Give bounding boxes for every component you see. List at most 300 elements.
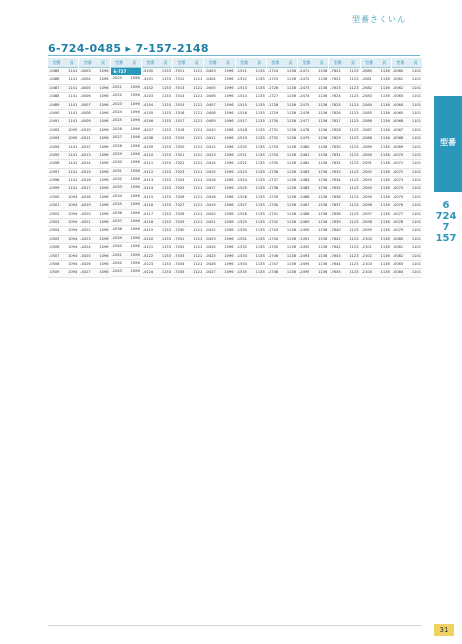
page-ref: 1121 <box>193 169 203 174</box>
table-row <box>267 102 297 110</box>
table-row <box>79 118 109 126</box>
page-ref: 1136 <box>380 169 390 174</box>
table-row <box>392 76 422 84</box>
model-number: -1523 <box>236 169 247 174</box>
table-column <box>236 58 266 618</box>
model-number: -7632 <box>330 161 341 166</box>
page-ref: 1096 <box>99 152 109 157</box>
model-number: -2093 <box>361 178 372 183</box>
page-ref: 1096 <box>130 151 140 156</box>
model-number: -2471 <box>299 69 310 73</box>
page-ref: 1096 <box>224 211 234 216</box>
table-row <box>173 261 203 269</box>
page-ref: 1123 <box>349 119 359 124</box>
table-row <box>392 144 422 152</box>
model-number: -4122 <box>142 253 154 258</box>
model-number: -2097 <box>361 211 372 216</box>
range-title: 6-724-0485 ▸ 7-157-2148 <box>48 42 209 55</box>
page-ref: 1096 <box>224 253 234 258</box>
page-ref: 1123 <box>349 152 359 157</box>
model-number: -0504 <box>49 228 60 233</box>
page-ref: 1096 <box>99 94 109 99</box>
model-number: -4009 <box>80 119 91 124</box>
column-header <box>329 58 359 68</box>
page-ref: 1123 <box>349 69 359 73</box>
model-number: -7626 <box>330 110 341 115</box>
page-ref: 1136 <box>318 186 328 191</box>
model-number: -1520 <box>236 144 247 149</box>
model-number: -2102 <box>361 253 372 258</box>
table-row <box>236 93 266 101</box>
model-number: -4026 <box>80 261 91 266</box>
table-row <box>79 227 109 235</box>
table-row <box>298 227 328 235</box>
model-number: -2485 <box>299 186 310 191</box>
model-number: -4108 <box>142 136 154 141</box>
table-row <box>392 194 422 202</box>
model-number: -0495 <box>49 152 60 157</box>
model-number: -2494 <box>299 261 310 266</box>
table-row <box>329 185 359 193</box>
table-row <box>173 169 203 177</box>
page-ref: 1096 <box>99 178 109 183</box>
page-ref: 1121 <box>193 136 203 141</box>
model-number: -2488 <box>299 211 310 216</box>
model-number: -4123 <box>142 261 154 266</box>
side-range <box>434 200 458 244</box>
table-row <box>111 193 141 201</box>
model-number: -7015 <box>174 102 185 107</box>
page-ref: 1153 <box>161 161 171 166</box>
model-number: -0071 <box>392 161 404 166</box>
page-ref: 1101 <box>411 69 421 73</box>
table-row <box>392 185 422 193</box>
model-number: -7017 <box>174 119 185 124</box>
column-header-label: 型番 <box>115 59 124 65</box>
table-row <box>267 135 297 143</box>
table-row <box>48 118 78 126</box>
model-number: -7021 <box>174 152 185 157</box>
table-row <box>329 177 359 185</box>
table-row <box>361 185 391 193</box>
model-number: -4005 <box>80 85 91 90</box>
page-ref: 1136 <box>286 211 296 216</box>
table-row <box>392 202 422 210</box>
table-row <box>111 184 141 192</box>
page-ref: 1121 <box>193 211 203 216</box>
page-ref: 1153 <box>161 94 171 99</box>
model-number: -0072 <box>392 169 404 174</box>
page-ref: 1136 <box>286 94 296 99</box>
page-ref: 1121 <box>193 245 203 250</box>
table-row <box>79 93 109 101</box>
page-ref: 1096 <box>130 210 140 215</box>
table-row <box>329 261 359 269</box>
model-number: -4117 <box>142 211 154 216</box>
page-ref: 1101 <box>411 102 421 107</box>
table-row <box>204 144 234 152</box>
table-row <box>361 135 391 143</box>
page-ref: 1096 <box>130 177 140 182</box>
model-number: -0486 <box>49 77 60 82</box>
page-ref: 1096 <box>130 101 140 106</box>
model-number: -2089 <box>361 144 372 149</box>
page-ref: 1136 <box>318 194 328 199</box>
page-ref: 1136 <box>380 110 390 115</box>
table-row <box>111 210 141 218</box>
table-row <box>111 109 141 117</box>
page-ref: 1135 <box>255 110 265 115</box>
model-number: -4017 <box>80 186 91 191</box>
page-ref: 1153 <box>161 270 171 275</box>
table-row <box>142 269 172 277</box>
table-row <box>392 68 422 76</box>
model-number: -1529 <box>236 220 247 225</box>
page-ref: 1136 <box>318 110 328 115</box>
page-ref: 1141 <box>68 119 78 124</box>
table-row <box>236 68 266 76</box>
model-number: -1521 <box>236 152 247 157</box>
page-ref: 1123 <box>349 203 359 208</box>
page-ref: 1153 <box>161 236 171 241</box>
table-row <box>173 118 203 126</box>
page-ref: 1101 <box>411 94 421 99</box>
page-ref: 1096 <box>130 252 140 257</box>
page-ref: 1094 <box>68 245 78 250</box>
page-ref: 1101 <box>411 85 421 90</box>
table-row <box>204 135 234 143</box>
table-row <box>173 127 203 135</box>
model-number: -4004 <box>80 77 91 82</box>
model-number: -0487 <box>49 85 60 90</box>
table-row <box>142 219 172 227</box>
page-ref: 1136 <box>318 94 328 99</box>
page-ref: 1096 <box>99 203 109 208</box>
table-row <box>142 202 172 210</box>
model-number: -2484 <box>299 178 310 183</box>
page-ref: 1136 <box>380 85 390 90</box>
page-ref: 1101 <box>411 169 421 174</box>
model-number: -1522 <box>236 161 247 166</box>
table-row <box>236 169 266 177</box>
model-number: -0064 <box>392 102 404 107</box>
table-row <box>48 85 78 93</box>
table-row <box>173 244 203 252</box>
table-row <box>236 144 266 152</box>
table-row <box>298 244 328 252</box>
table-column <box>267 58 297 618</box>
page-ref: 1096 <box>99 77 109 82</box>
page-ref: 1136 <box>286 119 296 124</box>
model-number: -0417 <box>205 186 216 191</box>
model-number: -4106 <box>142 119 154 124</box>
model-number: -2474 <box>299 94 310 99</box>
table-row <box>111 168 141 176</box>
model-number: -0418 <box>205 194 216 199</box>
model-number: -1527 <box>236 203 247 208</box>
page-ref: 1096 <box>99 253 109 258</box>
table-row <box>267 152 297 160</box>
page-ref: 1136 <box>380 94 390 99</box>
model-number: -0502 <box>49 211 60 216</box>
model-number: -1738 <box>267 186 279 191</box>
table-row <box>236 118 266 126</box>
table-row <box>236 152 266 160</box>
page-ref: 1136 <box>318 152 328 157</box>
model-number: -2088 <box>361 136 372 141</box>
model-number: -4014 <box>80 161 91 166</box>
model-number: -1730 <box>267 119 279 124</box>
model-number: -1526 <box>236 194 247 199</box>
model-number: -7639 <box>330 220 341 225</box>
page-ref: 1135 <box>255 220 265 225</box>
table-row <box>173 93 203 101</box>
model-number: -1747 <box>267 261 279 266</box>
table-row <box>267 118 297 126</box>
model-number: -4109 <box>142 144 154 149</box>
model-number: -7635 <box>330 186 341 191</box>
page-ref: 1094 <box>68 261 78 266</box>
page-ref: 1096 <box>130 84 140 89</box>
table-row <box>111 176 141 184</box>
model-number: -4118 <box>142 220 154 225</box>
table-row <box>392 244 422 252</box>
table-row <box>48 135 78 143</box>
page-ref: 1135 <box>255 178 265 183</box>
table-row <box>204 169 234 177</box>
page-ref: 1121 <box>193 110 203 115</box>
table-row <box>48 244 78 252</box>
page-ref: 1101 <box>411 270 421 275</box>
model-number: -0080 <box>392 236 404 241</box>
page-ref: 1136 <box>286 245 296 250</box>
model-number: -4025 <box>80 253 91 258</box>
page-ref: 1136 <box>318 220 328 225</box>
model-number: -2483 <box>299 169 310 174</box>
model-number: -2041 <box>111 252 122 257</box>
table-row <box>392 227 422 235</box>
table-row <box>111 92 141 100</box>
model-number: -4016 <box>80 178 91 183</box>
table-row <box>173 236 203 244</box>
table-row <box>298 219 328 227</box>
table-row <box>204 185 234 193</box>
model-number: -1528 <box>236 211 247 216</box>
page-ref: 1153 <box>161 119 171 124</box>
model-number: -7013 <box>174 85 185 90</box>
page-ref: 1136 <box>286 253 296 258</box>
model-number: -0499 <box>49 186 60 191</box>
model-number: -1734 <box>267 152 279 157</box>
table-row <box>204 269 234 277</box>
page-ref: 1141 <box>68 169 78 174</box>
model-number: -0491 <box>49 119 60 124</box>
page-ref: 1135 <box>255 211 265 216</box>
page-ref: 1096 <box>224 110 234 115</box>
table-row <box>204 76 234 84</box>
page-ref: 1096 <box>99 228 109 233</box>
model-number: -2026 <box>111 126 122 131</box>
table-row <box>142 211 172 219</box>
model-number: -4105 <box>142 110 154 115</box>
page-ref: 1096 <box>130 269 140 274</box>
page-ref: 1136 <box>380 211 390 216</box>
page-ref: 1153 <box>161 211 171 216</box>
model-number: -0503 <box>49 220 60 225</box>
table-row <box>329 110 359 118</box>
model-number: -2101 <box>361 245 372 250</box>
column-header-label: 型番 <box>208 59 217 65</box>
table-row <box>267 227 297 235</box>
page-ref: 1136 <box>380 194 390 199</box>
model-number: -7012 <box>174 77 185 82</box>
model-number: -2033 <box>111 185 122 190</box>
page-ref: 1096 <box>99 186 109 191</box>
model-number: -0403 <box>205 69 216 73</box>
table-row <box>79 269 109 277</box>
model-number: -2098 <box>361 220 372 225</box>
model-number: -2043 <box>111 269 122 274</box>
table-row <box>361 93 391 101</box>
table-row <box>267 185 297 193</box>
table-row <box>329 219 359 227</box>
table-row <box>236 211 266 219</box>
table-row <box>173 219 203 227</box>
page-ref: 1096 <box>224 228 234 233</box>
table-row <box>111 260 141 268</box>
model-number: -0492 <box>49 127 60 132</box>
model-number: -0063 <box>392 94 404 99</box>
model-number: -0074 <box>392 186 404 191</box>
page-ref: 1096 <box>224 69 234 73</box>
model-number: -2039 <box>111 235 122 240</box>
page-ref: 1101 <box>411 194 421 199</box>
table-row <box>204 85 234 93</box>
page-ref: 1136 <box>380 236 390 241</box>
page-ref: 1121 <box>193 127 203 132</box>
page-ref: 1121 <box>193 194 203 199</box>
table-row <box>267 194 297 202</box>
page-ref: 1141 <box>68 144 78 149</box>
page-ref: 1096 <box>130 168 140 173</box>
table-row <box>236 102 266 110</box>
model-number: -2023 <box>111 101 122 106</box>
model-number: -0425 <box>205 253 216 258</box>
model-number: -2038 <box>111 227 122 232</box>
table-row <box>79 177 109 185</box>
table-row <box>329 102 359 110</box>
model-number: -2025 <box>111 118 122 123</box>
column-header-label: 型番 <box>271 59 280 65</box>
table-row <box>173 152 203 160</box>
model-number: -4011 <box>80 136 91 141</box>
side-range-mid: 724 <box>435 211 457 222</box>
index-title: 型番さくいん <box>352 15 406 24</box>
model-number: -7624 <box>330 94 341 99</box>
model-number: -1514 <box>236 94 247 99</box>
table-row <box>298 160 328 168</box>
model-number: -0084 <box>392 270 404 275</box>
model-number: -2090 <box>361 152 372 157</box>
model-number: -2491 <box>299 236 310 241</box>
model-number: -0490 <box>49 110 60 115</box>
page-ref: 1136 <box>318 169 328 174</box>
table-row <box>142 102 172 110</box>
model-number: -4003 <box>80 69 91 73</box>
model-number: -1727 <box>267 94 279 99</box>
model-number: -1731 <box>267 127 279 132</box>
table-row <box>173 85 203 93</box>
model-number: -0078 <box>392 220 404 225</box>
model-number: -1519 <box>236 136 247 141</box>
page-ref: 1096 <box>130 143 140 148</box>
page-ref: 1094 <box>68 194 78 199</box>
table-row <box>111 201 141 209</box>
page-ref: 1096 <box>130 227 140 232</box>
page-ref: 1121 <box>193 102 203 107</box>
table-row <box>236 177 266 185</box>
table-row <box>204 152 234 160</box>
model-number: -7629 <box>330 136 341 141</box>
table-row <box>111 235 141 243</box>
page-ref: 1136 <box>286 144 296 149</box>
table-row <box>329 152 359 160</box>
model-number: -2477 <box>299 119 310 124</box>
table-row <box>173 269 203 277</box>
model-number: -7011 <box>174 69 185 73</box>
model-number: -7016 <box>174 110 185 115</box>
model-number: -7642 <box>330 245 341 250</box>
column-header-label: 頁 <box>163 59 168 65</box>
side-tab[interactable] <box>434 96 462 192</box>
table-row <box>392 152 422 160</box>
model-number: -0489 <box>49 102 60 107</box>
table-row <box>111 84 141 92</box>
model-number: -0407 <box>205 102 216 107</box>
page-ref: 1153 <box>161 253 171 258</box>
page-ref: 1095 <box>68 127 78 132</box>
model-number: -2080 <box>361 69 372 73</box>
table-row <box>298 269 328 277</box>
column-header <box>204 58 234 68</box>
page-ref: 1141 <box>68 110 78 115</box>
table-row <box>48 160 78 168</box>
page-ref: 1096 <box>99 136 109 141</box>
model-number: -1744 <box>267 236 279 241</box>
page-ref: 1121 <box>193 228 203 233</box>
model-number: -1732 <box>267 136 279 141</box>
model-number: -7033 <box>174 253 185 258</box>
page-ref: 1096 <box>224 236 234 241</box>
page-ref: 1096 <box>130 260 140 265</box>
model-number: -4121 <box>142 245 154 250</box>
page-ref: 1096 <box>130 219 140 224</box>
model-number: -0406 <box>205 94 216 99</box>
table-row <box>204 219 234 227</box>
page-ref: 1101 <box>411 77 421 82</box>
page-ref: 1096 <box>224 270 234 275</box>
column-header-label: 型番 <box>146 59 155 65</box>
table-row <box>236 244 266 252</box>
page-ref: 1136 <box>318 253 328 258</box>
table-row <box>329 169 359 177</box>
table-row <box>267 127 297 135</box>
table-row <box>79 144 109 152</box>
page-ref: 1135 <box>255 69 265 73</box>
table-row <box>48 177 78 185</box>
table-row <box>236 219 266 227</box>
table-row <box>298 261 328 269</box>
